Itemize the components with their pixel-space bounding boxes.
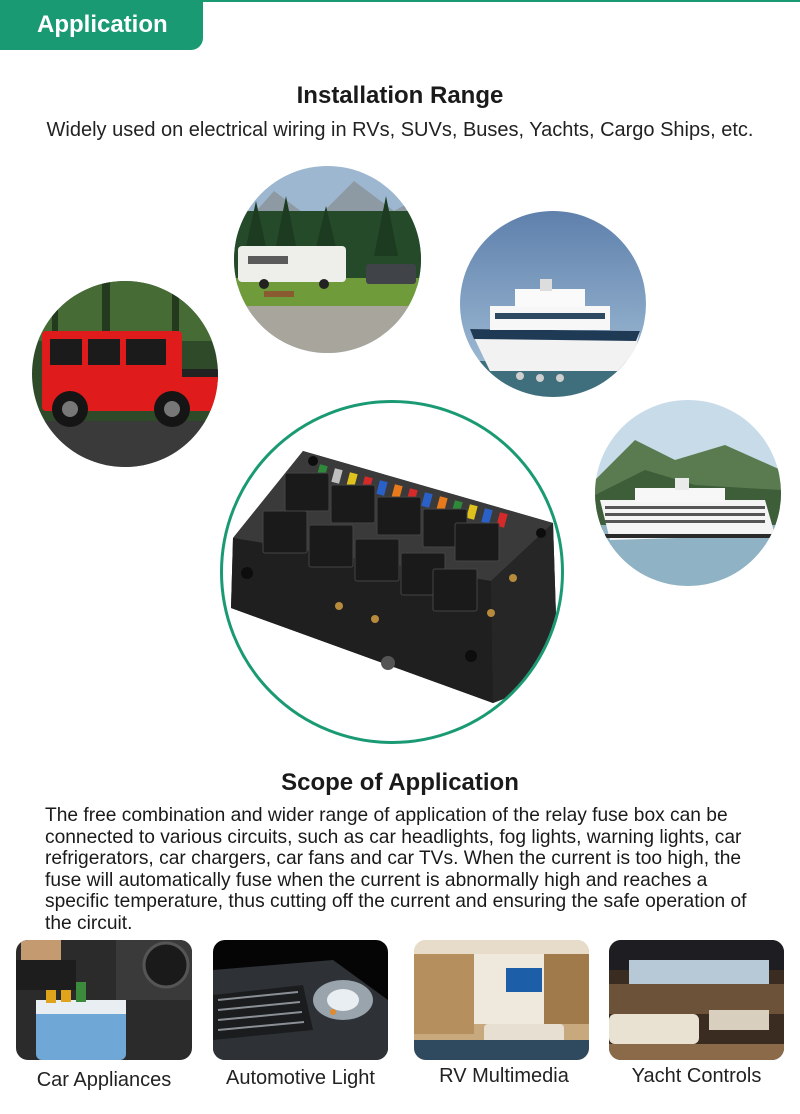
section-tab bbox=[0, 0, 203, 50]
yacht-controls-image bbox=[609, 940, 784, 1060]
ferry-image bbox=[460, 211, 646, 397]
jeep-image bbox=[32, 281, 218, 467]
rv-campsite-image bbox=[234, 166, 421, 353]
caption-automotive-light: Automotive Light bbox=[226, 1067, 375, 1089]
installation-subtitle: Widely used on electrical wiring in RVs, SUVs, Buses, Yachts, Cargo Ships, etc. bbox=[46, 119, 754, 141]
caption-car-appliances: Car Appliances bbox=[36, 1069, 172, 1091]
rv-multimedia-image bbox=[414, 940, 589, 1060]
caption-yacht-controls: Yacht Controls bbox=[631, 1065, 762, 1087]
car-appliances-image bbox=[16, 940, 192, 1060]
caption-rv-multimedia: RV Multimedia bbox=[439, 1065, 569, 1087]
cruise-ship-image bbox=[595, 400, 781, 586]
scope-body: The free combination and wider range of application of the relay fuse box can be connected to various circuits, such as car headlights, fog lights, warning lights, car refrigerators, car chargers, car fans and car TVs. When the current is too high, the fuse will automatically fuse when the current is abnormally high and reaches a specific temperature, thus cutting off the current and ensuring the safe operation of the circuit. bbox=[45, 805, 747, 934]
installation-title: Installation Range bbox=[296, 82, 504, 109]
automotive-light-image bbox=[213, 940, 388, 1060]
section-tab-label: Application bbox=[37, 11, 168, 38]
scope-title: Scope of Application bbox=[281, 769, 519, 796]
fuse-box-image bbox=[220, 400, 564, 744]
